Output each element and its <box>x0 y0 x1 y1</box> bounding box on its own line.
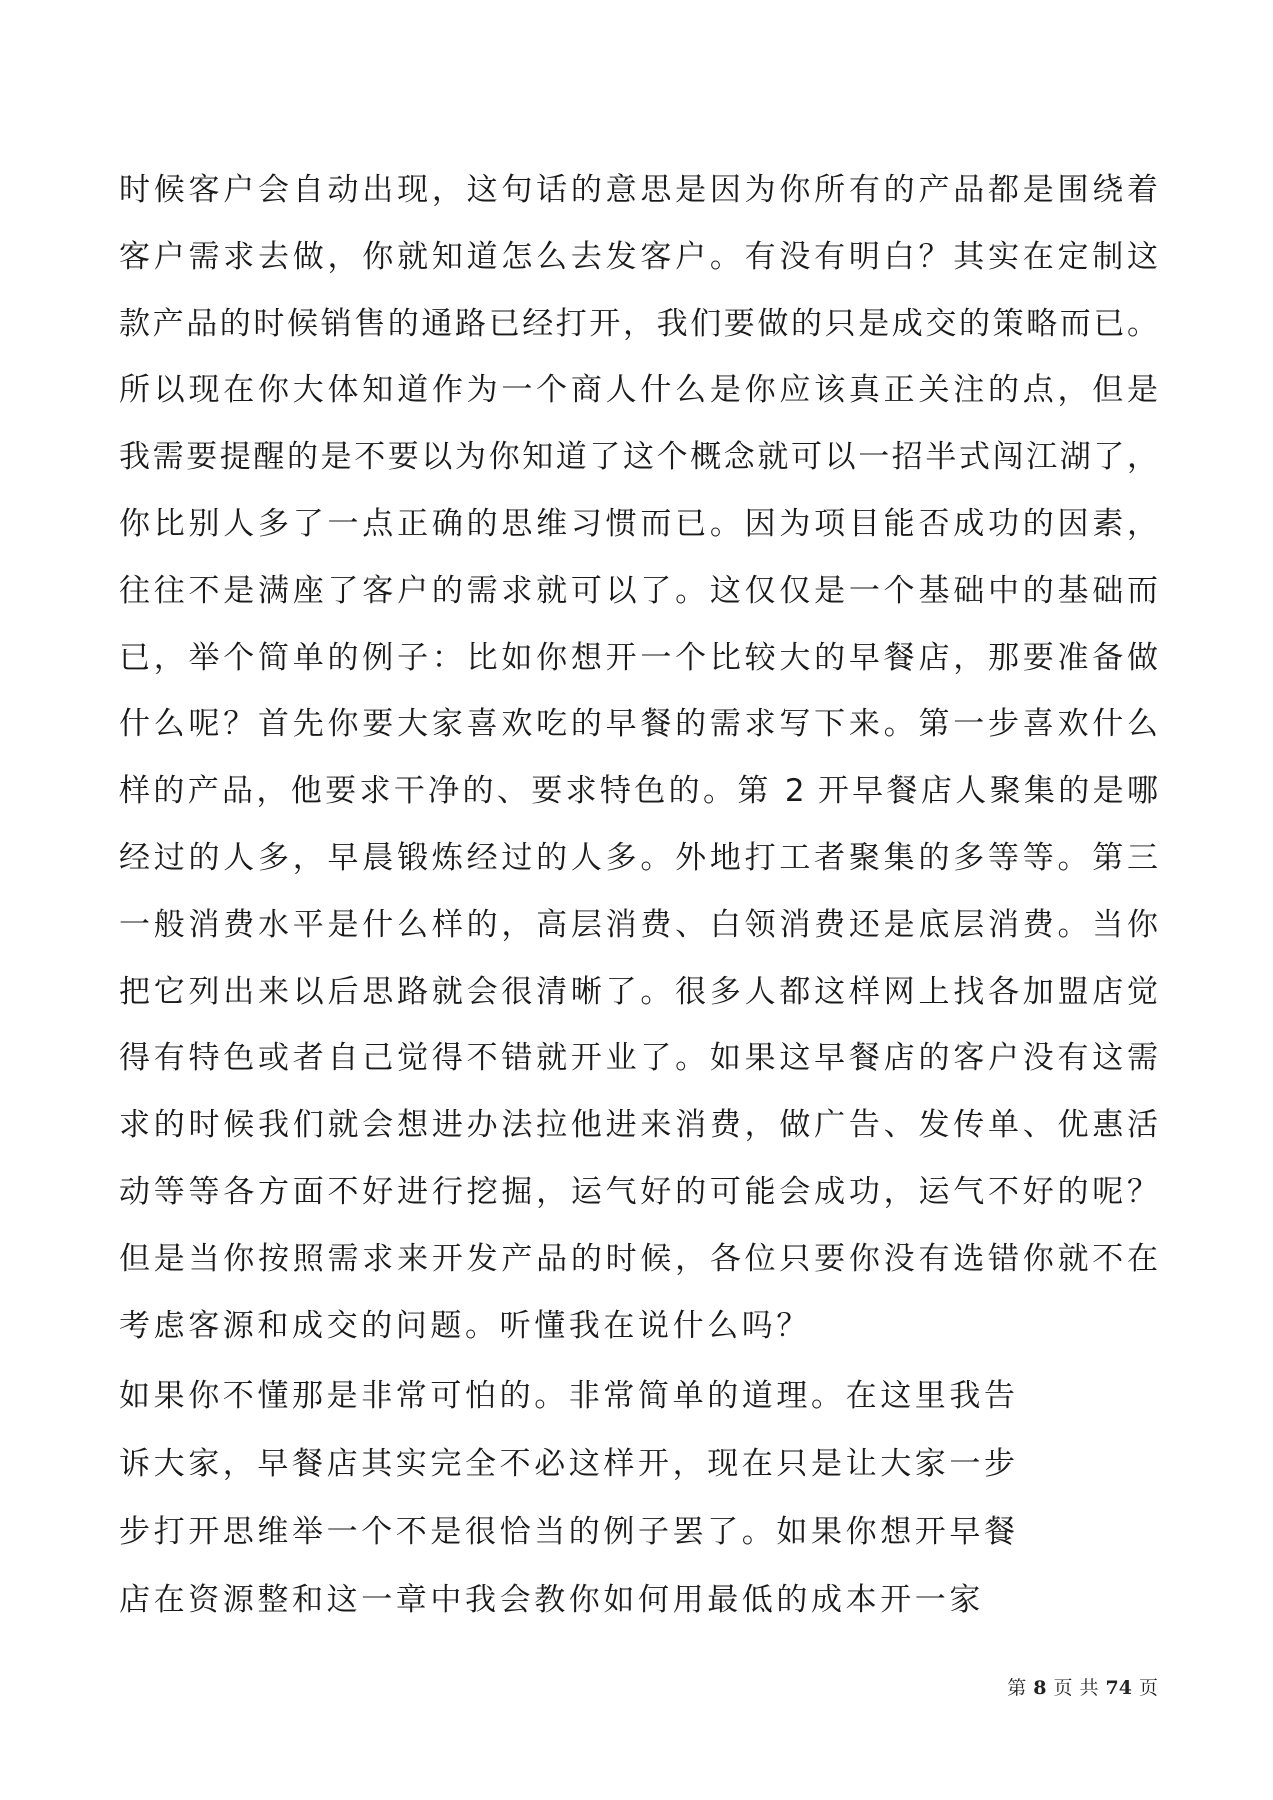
text-line: 诉大家，早餐店其实完全不必这样开，现在只是让大家一步 <box>119 1446 1019 1482</box>
text-line: 但是当你按照需求来开发产品的时候，各位只要你没有选错你就不在 <box>119 1240 1158 1277</box>
text-line: 求的时候我们就会想进办法拉他进来消费，做广告、发传单、优惠活 <box>119 1107 1158 1144</box>
footer-page-suffix: 页 <box>1053 1677 1073 1699</box>
text-line: 动等等各方面不好进行挖掘，运气好的可能会成功，运气不好的呢？ <box>119 1173 1158 1210</box>
text-line: 往往不是满座了客户的需求就可以了。这仅仅是一个基础中的基础而 <box>119 572 1158 609</box>
text-line: 样的产品，他要求干净的、要求特色的。第 2 开早餐店人聚集的是哪 <box>119 773 1158 810</box>
text-line: 你比别人多了一点正确的思维习惯而已。因为项目能否成功的因素， <box>119 505 1158 542</box>
text-line: 把它列出来以后思路就会很清晰了。很多人都这样网上找各加盟店觉 <box>119 973 1158 1010</box>
text-line: 时候客户会自动出现，这句话的意思是因为你所有的产品都是围绕着 <box>119 172 1158 208</box>
text-line: 如果你不懂那是非常可怕的。非常简单的道理。在这里我告 <box>119 1378 1019 1414</box>
text-line: 客户需求去做，你就知道怎么去发客户。有没有明白？其实在定制这 <box>119 238 1158 275</box>
text-line: 店在资源整和这一章中我会教你如何用最低的成本开一家 <box>119 1582 984 1618</box>
text-line: 步打开思维举一个不是很恰当的例子罢了。如果你想开早餐 <box>119 1514 1019 1550</box>
text-line: 所以现在你大体知道作为一个商人什么是你应该真正关注的点，但是 <box>119 372 1158 409</box>
footer-total-suffix: 页 <box>1138 1677 1158 1699</box>
footer-page-prefix: 第 <box>1007 1677 1027 1699</box>
footer-total-pages: 74 <box>1105 1677 1132 1699</box>
text-line: 经过的人多，早晨锻炼经过的人多。外地打工者聚集的多等等。第三 <box>119 839 1158 876</box>
text-line: 一般消费水平是什么样的，高层消费、白领消费还是底层消费。当你 <box>119 906 1158 943</box>
text-line: 款产品的时候销售的通路已经打开，我们要做的只是成交的策略而已。 <box>119 305 1158 342</box>
footer-total-prefix: 共 <box>1079 1677 1099 1699</box>
page-footer <box>1007 1676 1158 1700</box>
text-line: 考虑客源和成交的问题。听懂我在说什么吗？ <box>119 1307 811 1344</box>
text-line: 什么呢？首先你要大家喜欢吃的早餐的需求写下来。第一步喜欢什么 <box>119 706 1158 743</box>
text-line: 得有特色或者自己觉得不错就开业了。如果这早餐店的客户没有这需 <box>119 1040 1158 1077</box>
paragraph-1 <box>119 157 1158 1359</box>
footer-page-number: 8 <box>1033 1677 1047 1699</box>
paragraph-2 <box>119 1362 1158 1634</box>
text-line: 我需要提醒的是不要以为你知道了这个概念就可以一招半式闯江湖了， <box>119 439 1158 476</box>
text-line: 已，举个简单的例子：比如你想开一个比较大的早餐店，那要准备做 <box>119 639 1158 676</box>
